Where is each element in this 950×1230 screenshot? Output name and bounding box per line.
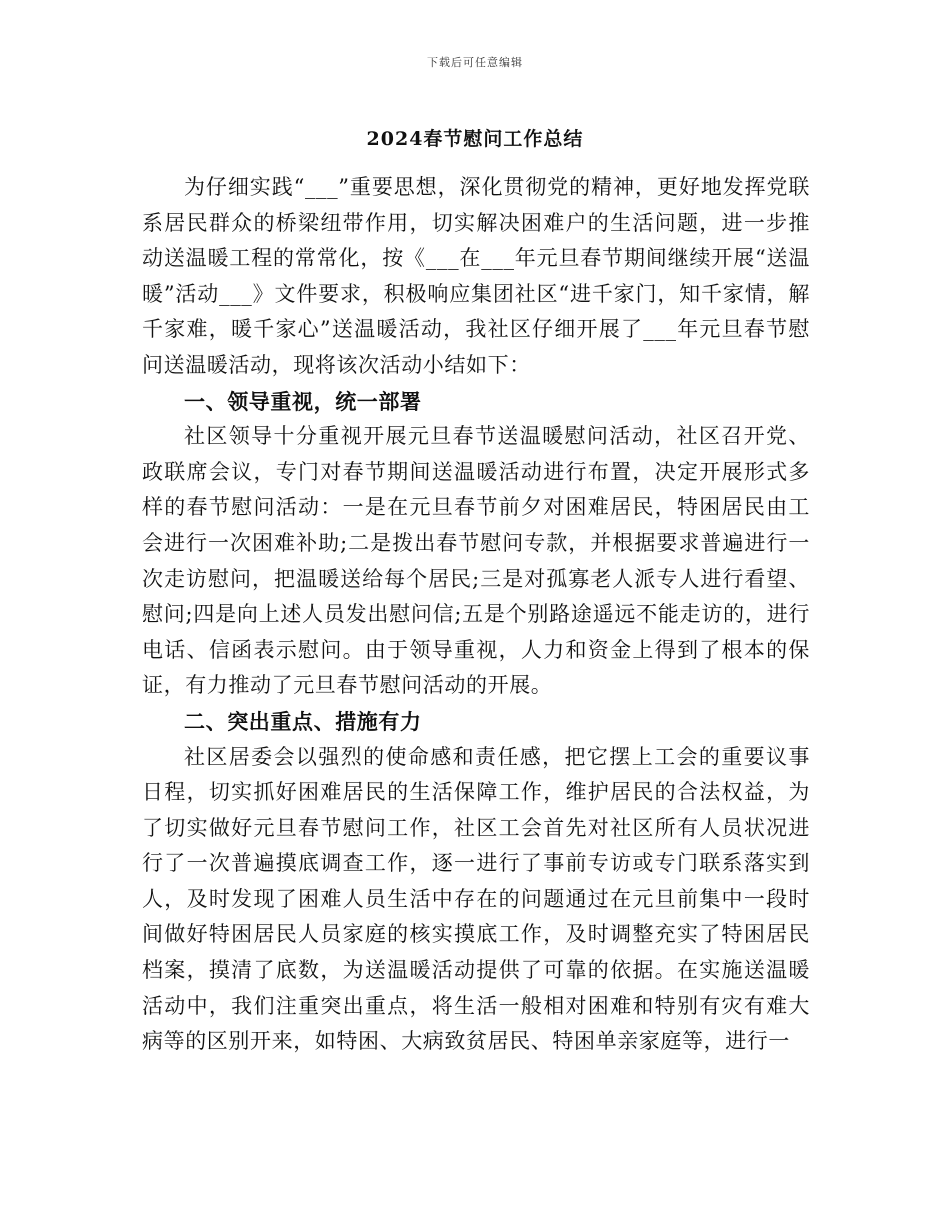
section-heading: 二、突出重点、措施有力 (184, 708, 422, 734)
section-heading: 一、领导重视，统一部署 (184, 388, 422, 414)
header-note: 下载后可任意编辑 (427, 56, 523, 69)
intro-paragraph: 为仔细实践“___”重要思想，深化贯彻党的精神，更好地发挥党联系居民群众的桥梁纽带作用，切实解决困难户的生活问题，进一步推动送温暖工程的常常化，按《___在___年元旦春节期间继续开展“送温暖”活动___》文件要求，积极响应集团社区“进千家门，知千家情，解千家难，暖千家心”送温暖活动，我社区仔细开展了___年元旦春节慰问送温暖活动，现将该次活动小结如下： (142, 175, 810, 377)
document-body (142, 170, 810, 1060)
section-paragraph: 社区领导十分重视开展元旦春节送温暖慰问活动，社区召开党、政联席会议，专门对春节期间送温暖活动进行布置，决定开展形式多样的春节慰问活动：一是在元旦春节前夕对困难居民，特困居民由工会进行一次困难补助;二是拨出春节慰问专款，并根据要求普遍进行一次走访慰问，把温暖送给每个居民;三是对孤寡老人派专人进行看望、慰问;四是向上述人员发出慰问信;五是个别路途遥远不能走访的，进行电话、信函表示慰问。由于领导重视，人力和资金上得到了根本的保证，有力推动了元旦春节慰问活动的开展。 (142, 424, 810, 698)
section-paragraph: 社区居委会以强烈的使命感和责任感，把它摆上工会的重要议事日程，切实抓好困难居民的生活保障工作，维护居民的合法权益，为了切实做好元旦春节慰问工作，社区工会首先对社区所有人员状况进行了一次普遍摸底调查工作，逐一进行了事前专访或专门联系落实到人，及时发现了困难人员生活中存在的问题通过在元旦前集中一段时间做好特困居民人员家庭的核实摸底工作，及时调整充实了特困居民档案，摸清了底数，为送温暖活动提供了可靠的依据。在实施送温暖活动中，我们注重突出重点，将生活一般相对困难和特别有灾有难大病等的区别开来，如特困、大病致贫居民、特困单亲家庭等，进行一 (142, 744, 810, 1054)
document-title: 2024春节慰问工作总结 (366, 128, 584, 150)
